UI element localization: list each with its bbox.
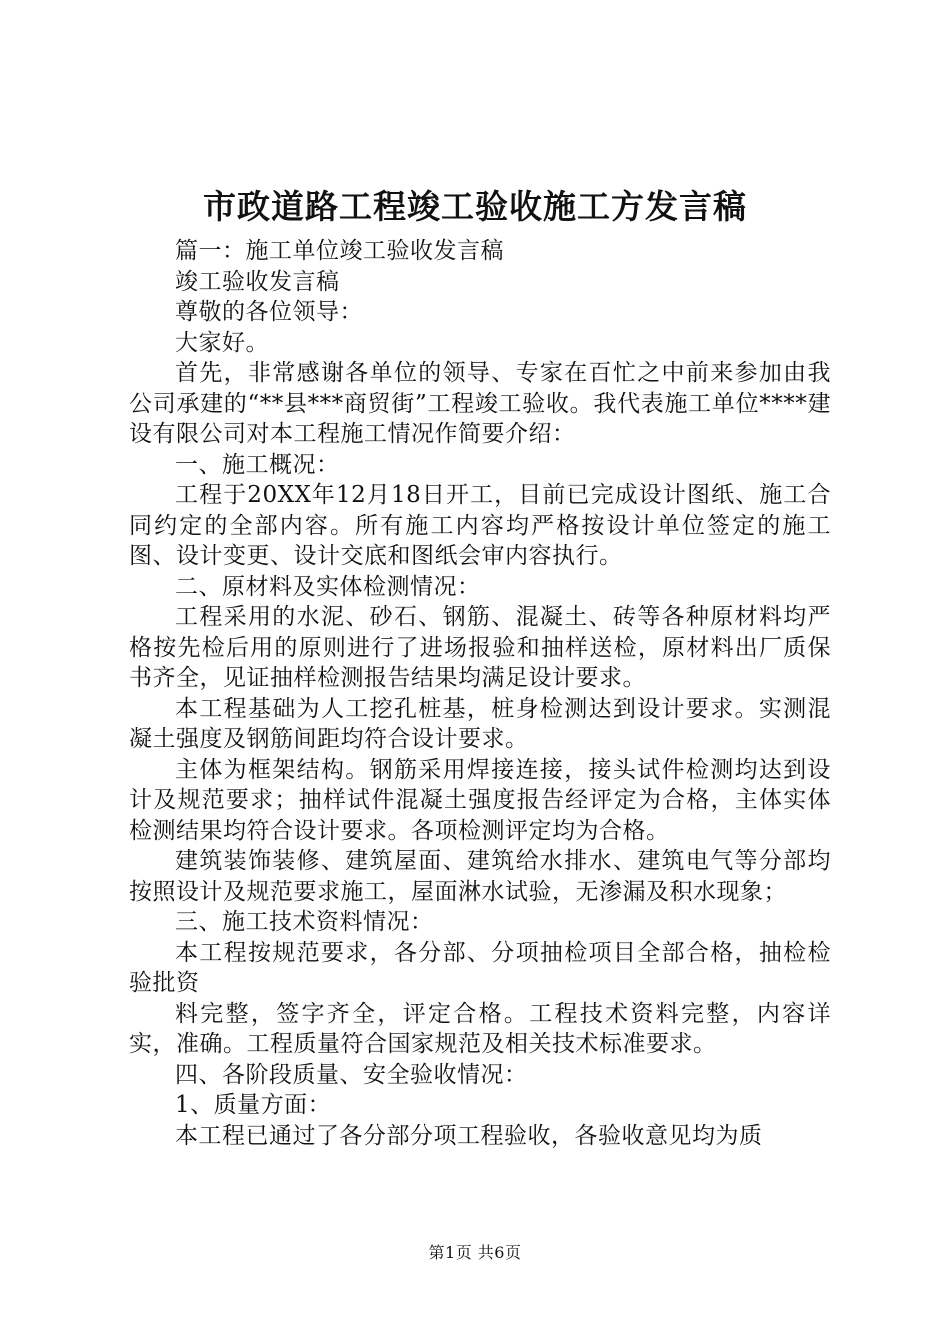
paragraph: 本工程基础为人工挖孔桩基，桩身检测达到设计要求。实测混凝土强度及钢筋间距均符合设计要求。 [129, 695, 831, 752]
paragraph: 工程采用的水泥、砂石、钢筋、混凝土、砖等各种原材料均严格按先检后用的原则进行了进场报验和抽样送检，原材料出厂质保书齐全，见证抽样检测报告结果均满足设计要求。 [129, 604, 831, 691]
document-body [129, 236, 831, 1151]
paragraph: 本工程已通过了各分部分项工程验收，各验收意见均为质 [175, 1122, 763, 1149]
paragraph: 尊敬的各位领导： [175, 299, 363, 325]
section-heading: 四、各阶段质量、安全验收情况： [175, 1061, 528, 1088]
paragraph: 建筑装饰装修、建筑屋面、建筑给水排水、建筑电气等分部均按照设计及规范要求施工，屋面淋水试验，无渗漏及积水现象； [129, 848, 831, 905]
document-title: 市政道路工程竣工验收施工方发言稿 [203, 187, 747, 226]
paragraph: 料完整，签字齐全，评定合格。工程技术资料完整，内容详实，准确。工程质量符合国家规范及相关技术标准要求。 [129, 1000, 831, 1057]
section-heading: 二、原材料及实体检测情况： [175, 573, 481, 600]
paragraph: 本工程按规范要求，各分部、分项抽检项目全部合格，抽检检验批资 [129, 939, 831, 996]
section-heading: 三、施工技术资料情况： [175, 909, 434, 935]
paragraph: 竣工验收发言稿 [175, 268, 340, 295]
section-heading: 一、施工概况： [175, 451, 340, 478]
page-footer: 第1页 共6页 [428, 1243, 522, 1262]
paragraph: 大家好。 [175, 329, 269, 356]
paragraph: 主体为框架结构。钢筋采用焊接连接，接头试件检测均达到设计及规范要求；抽样试件混凝土强度报告经评定为合格，主体实体检测结果均符合设计要求。各项检测评定均为合格。 [129, 756, 831, 844]
paragraph: 篇一：施工单位竣工验收发言稿 [175, 238, 504, 264]
paragraph: 首先，非常感谢各单位的领导、专家在百忙之中前来参加由我公司承建的“**县***商贸街”工程竣工验收。我代表施工单位****建设有限公司对本工程施工情况作简要介绍： [129, 360, 831, 447]
paragraph: 工程于20XX年12月18日开工，目前已完成设计图纸、施工合同约定的全部内容。所有施工内容均严格按设计单位签定的施工图、设计变更、设计交底和图纸会审内容执行。 [129, 482, 831, 569]
subsection-heading: 1、质量方面： [175, 1092, 332, 1118]
